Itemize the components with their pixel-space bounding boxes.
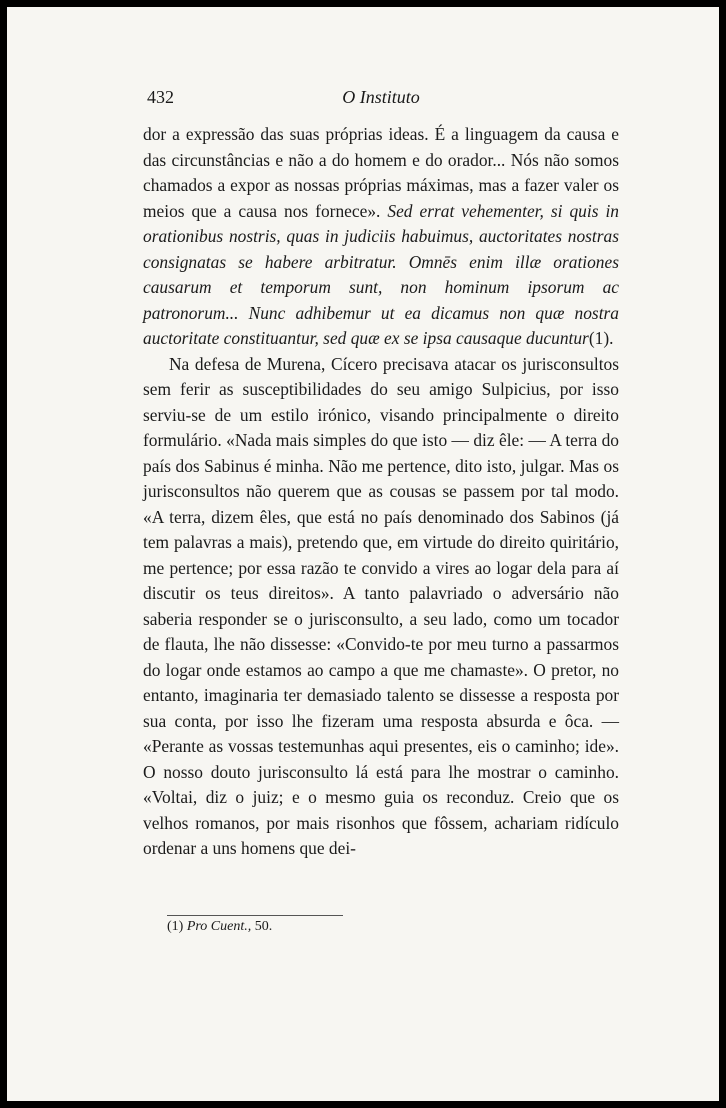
paragraph-2: Na defesa de Murena, Cícero precisava atacar os jurisconsultos sem ferir as susceptibilidades do seu amigo Sulpicius, por isso serviu-se de um estilo irónico, visando principalmente o direito formulário. «Nada mais simples do que isto — diz êle: — A terra do país dos Sabinus é minha. Não me pertence, dito isto, julgar. Mas os jurisconsultos não querem que as cousas se passem por tal modo. «A terra, dizem êles, que está no país denominado dos Sabinos (já tem palavras a mais), pretendo que, em virtude do direito quiritário, me pertence; por essa razão te convido a vires ao logar dela para aí discutir os teus direitos». A tanto palavriado o adversário não saberia responder se o jurisconsulto, a seu lado, como um tocador de flauta, lhe não dissesse: «Convido-te por meu turno a passarmos do logar onde estamos ao campo a que me chamaste». O pretor, no entanto, imaginaria ter demasiado talento se dissesse a resposta por sua conta, por isso lhe fizeram uma resposta absurda e ôca. — «Perante as vossas testemunhas aqui presentes, eis o caminho; ide». O nosso douto jurisconsulto lá está para lhe mostrar o caminho. «Voltai, diz o juiz; e o mesmo guia os reconduz. Creio que os velhos romanos, por mais risonhos que fôssem, achariam ridículo ordenar a uns homens que dei- — [143, 353, 619, 858]
footnote-reference: (1) — [588, 328, 610, 348]
footnote — [167, 919, 467, 935]
footnote-page: 50. — [254, 919, 273, 934]
page-number: 432 — [147, 87, 174, 107]
footnote-source: Pro Cuent., — [186, 919, 252, 934]
latin-quote: Sed errat vehementer, si quis in orationibus nostris, quas in judiciis habuimus, auctoritates nostras consignatas se habere arbitratur. Omnēs enim illæ orationes causarum et temporum sunt, non hominum ipsorum ac patronorum... Nunc adhibemur ut ea dicamus non quæ nostra auctoritate constituantur, sed quæ ex se ipsa causaque ducuntur — [143, 200, 620, 348]
page-header — [143, 87, 619, 111]
paragraph-1 — [143, 122, 619, 352]
paragraph-1-portuguese: dor a expressão das suas próprias ideas. É a linguagem da causa e das circunstâncias e não a do homem e do orador... Nós não somos chamados a expor as nossas próprias máximas, mas a fazer valer os meios que a causa nos fornece». — [143, 124, 619, 221]
footnote-marker: (1) — [167, 919, 184, 934]
body-text — [143, 122, 619, 862]
book-page — [7, 7, 719, 1101]
footnote-rule — [167, 915, 343, 916]
running-title: O Instituto — [342, 87, 420, 107]
paragraph-1-end: . — [609, 328, 614, 348]
